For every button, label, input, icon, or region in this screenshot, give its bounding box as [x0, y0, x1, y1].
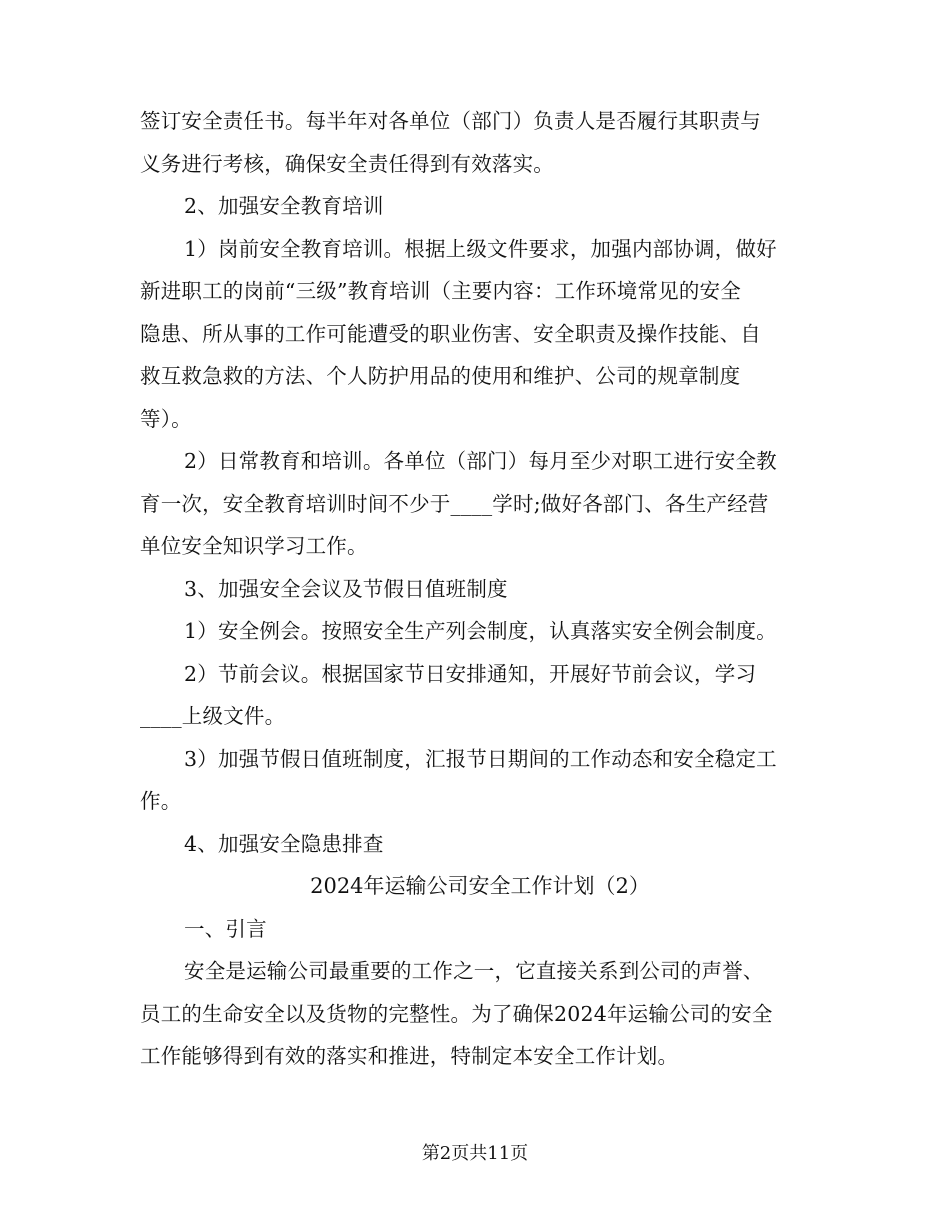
document-body	[140, 100, 812, 1078]
paragraph-line: 新进职工的岗前“三级”教育培训（主要内容：工作环境常见的安全	[140, 279, 741, 303]
paragraph-line: 1）安全例会。按照安全生产列会制度，认真落实安全例会制度。	[184, 619, 777, 643]
paragraph-line: 1）岗前安全教育培训。根据上级文件要求，加强内部协调，做好	[184, 236, 777, 261]
section-heading: 4、加强安全隐患排查	[184, 831, 384, 856]
paragraph-line: 单位安全知识学习工作。	[140, 534, 368, 558]
paragraph-line: 工作能够得到有效的落实和推进，特制定本安全工作计划。	[140, 1044, 679, 1068]
paragraph-line: 作。	[140, 789, 182, 813]
section-heading: 2、加强安全教育培训	[184, 194, 384, 218]
paragraph-line: 2）日常教育和培训。各单位（部门）每月至少对职工进行安全教	[184, 449, 777, 473]
document-section-title: 2024年运输公司安全工作计划（2）	[310, 874, 650, 898]
section-heading: 3、加强安全会议及节假日值班制度	[184, 576, 508, 601]
paragraph-line: 义务进行考核，确保安全责任得到有效落实。	[140, 151, 554, 176]
page-number-footer: 第2页共11页	[421, 1143, 529, 1164]
paragraph-line: 员工的生命安全以及货物的完整性。为了确保2024年运输公司的安全	[140, 1001, 773, 1026]
paragraph-line: 签订安全责任书。每半年对各单位（部门）负责人是否履行其职责与	[140, 109, 761, 133]
paragraph-line: 等）。	[140, 406, 192, 431]
section-heading: 一、引言	[184, 916, 267, 941]
paragraph-line: 隐患、所从事的工作可能遭受的职业伤害、安全职责及操作技能、自	[140, 321, 761, 346]
paragraph-line: 育一次，安全教育培训时间不少于____学时;做好各部门、各生产经营	[140, 491, 769, 516]
paragraph-line: 安全是运输公司最重要的工作之一，它直接关系到公司的声誉、	[184, 959, 764, 983]
paragraph-line: 3）加强节假日值班制度，汇报节日期间的工作动态和安全稳定工	[184, 746, 777, 771]
paragraph-line: 救互救急救的方法、个人防护用品的使用和维护、公司的规章制度	[140, 364, 741, 388]
paragraph-line: ____上级文件。	[140, 704, 286, 728]
paragraph-line: 2）节前会议。根据国家节日安排通知，开展好节前会议，学习	[184, 661, 757, 686]
